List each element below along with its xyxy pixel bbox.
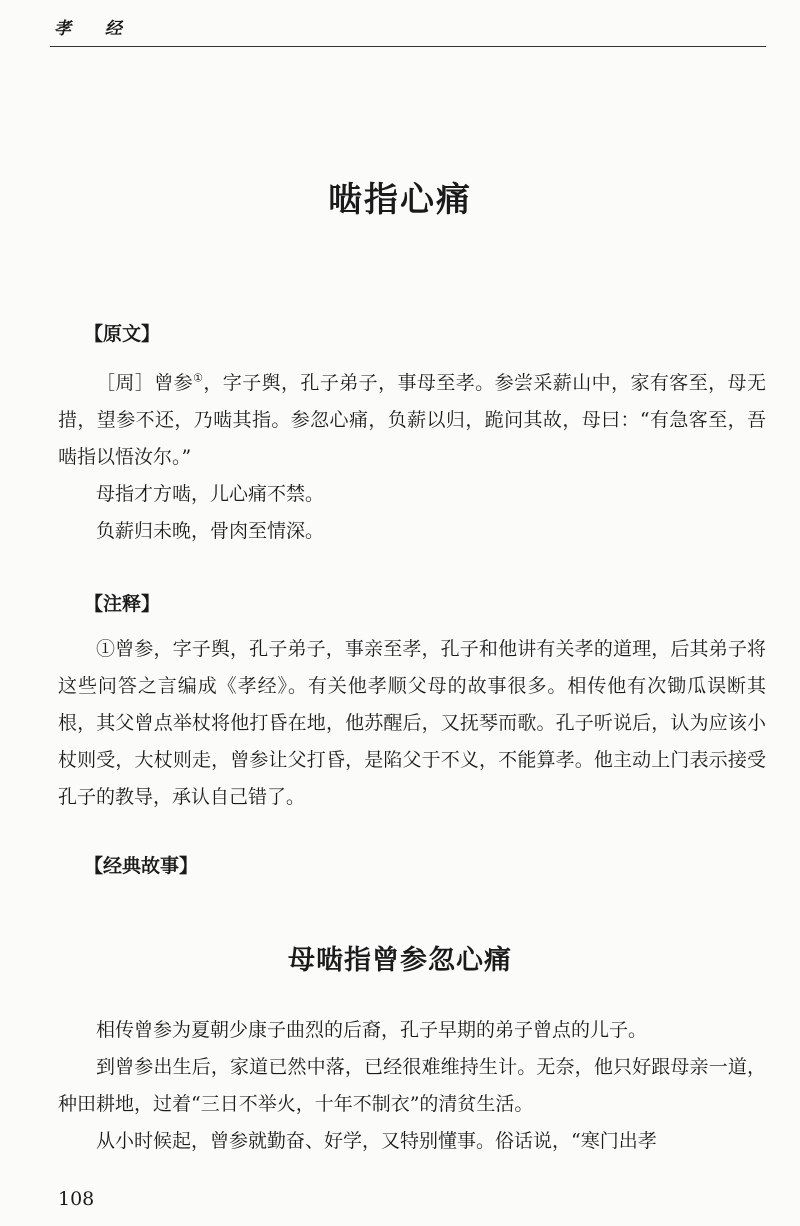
header-rule [50, 46, 766, 47]
story-paragraph-2: 到曾参出生后，家道已然中落，已经很难维持生计。无奈，他只好跟母亲一道，种田耕地，过着“三日不举火，十年不制衣”的清贫生活。 [58, 1056, 766, 1115]
page-number: 108 [58, 1188, 95, 1210]
chapter-title: 啮指心痛 [328, 180, 472, 220]
verse-line-2: 负薪归未晚，骨肉至情深。 [96, 520, 325, 542]
notes-block [58, 631, 766, 816]
story-title: 母啮指曾参忽心痛 [288, 945, 512, 976]
running-head: 孝 经 [54, 19, 136, 39]
original-text-block [58, 365, 766, 550]
story-paragraph-1: 相传曾参为夏朝少康子曲烈的后裔，孔子早期的弟子曾点的儿子。 [96, 1019, 648, 1041]
original-text-heading: 【原文】 [84, 323, 161, 345]
verse-line-1: 母指才方啮，儿心痛不禁。 [96, 483, 325, 505]
story-heading: 【经典故事】 [84, 855, 199, 877]
original-text-start: ［周］曾参 [96, 372, 194, 394]
footnote-marker: ① [193, 371, 204, 385]
story-block [58, 1012, 766, 1160]
note-1: ①曾参，字子舆，孔子弟子，事亲至孝，孔子和他讲有关孝的道理，后其弟子将这些问答之言编成《孝经》。有关他孝顺父母的故事很多。相传他有次锄瓜误断其根，其父曾点举杖将他打昏在地，他苏醒后，又抚琴而歌。孔子听说后，认为应该小杖则受，大杖则走，曾参让父打昏，是陷父于不义，不能算孝。他主动上门表示接受孔子的教导，承认自己错了。 [58, 638, 766, 808]
original-text-rest: ，字子舆，孔子弟子，事母至孝。参尝采薪山中，家有客至，母无措，望参不还，乃啮其指。参忽心痛，负薪以归，跪问其故，母曰：“有急客至，吾啮指以悟汝尔。” [58, 372, 766, 468]
story-paragraph-3: 从小时候起，曾参就勤奋、好学，又特别懂事。俗话说，“寒门出孝 [96, 1130, 657, 1152]
original-paragraph [58, 365, 766, 476]
notes-heading: 【注释】 [84, 593, 161, 615]
